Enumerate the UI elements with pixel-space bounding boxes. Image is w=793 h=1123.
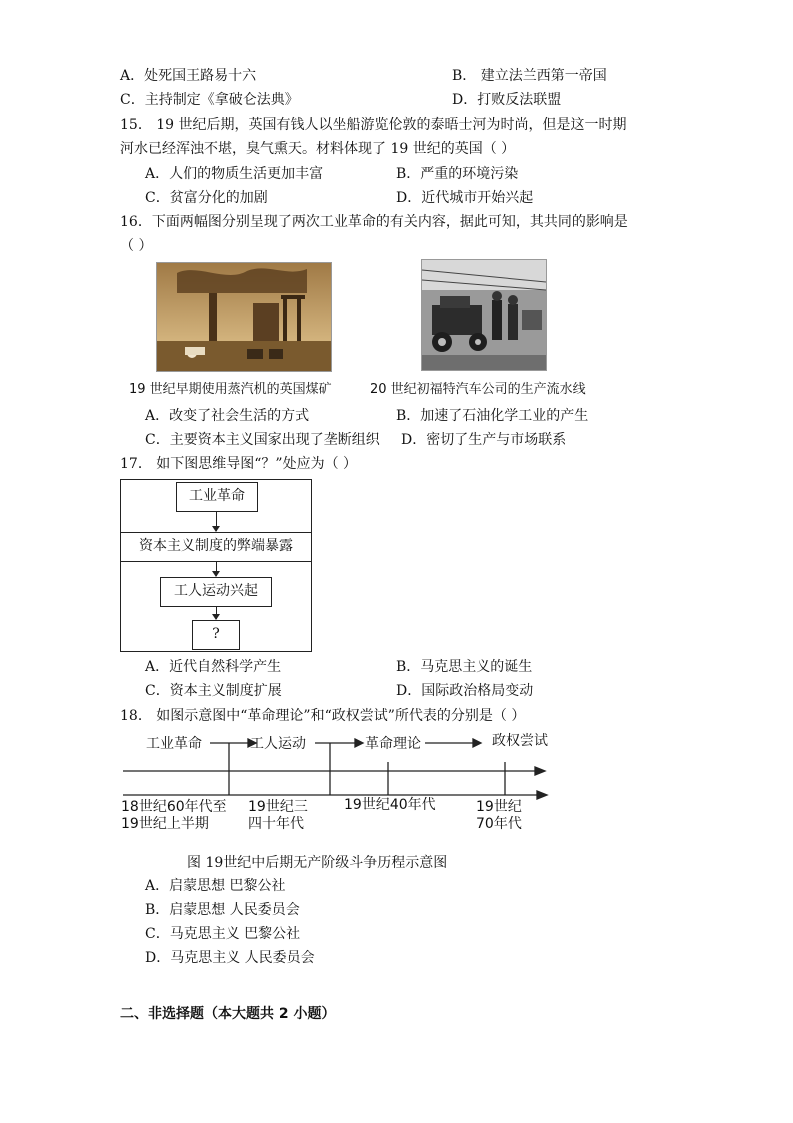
q15-option-b: B．严重的环境污染	[396, 166, 519, 182]
mind-map-box-capitalism-flaws: 资本主义制度的弊端暴露	[120, 532, 312, 562]
q17-option-c: C．资本主义制度扩展	[145, 683, 282, 699]
mind-map-box-industrial-revolution: 工业革命	[176, 482, 258, 512]
q17-option-d: D．国际政治格局变动	[396, 683, 534, 699]
mind-map-box-question: ?	[192, 620, 240, 650]
q18-option-b: B．启蒙思想 人民委员会	[145, 902, 300, 918]
q18-option-a: A．启蒙思想 巴黎公社	[145, 878, 286, 894]
q15-option-d: D．近代城市开始兴起	[396, 190, 534, 206]
section-2-heading: 二、非选择题（本大题共 2 小题）	[120, 1006, 336, 1022]
q16-stem-line1: 16．下面两幅图分别呈现了两次工业革命的有关内容，据此可知，其共同的影响是	[120, 214, 628, 230]
q18-option-d: D．马克思主义 人民委员会	[145, 950, 315, 966]
q18-stem: 18． 如图示意图中“革命理论”和“政权尝试”所代表的分别是（ ）	[120, 708, 526, 724]
q18-option-c: C．马克思主义 巴黎公社	[145, 926, 301, 942]
q16-option-b: B．加速了石油化学工业的产生	[396, 408, 589, 424]
q17-stem: 17． 如下图思维导图“？”处应为（ ）	[120, 456, 358, 472]
q16-option-c: C．主要资本主义国家出现了垄断组织	[145, 432, 380, 448]
timeline-label-regime-attempt: 政权尝试	[492, 733, 548, 749]
timeline-period-2-line1: 19世纪三	[248, 799, 308, 815]
q15-option-c: C．贫富分化的加剧	[145, 190, 268, 206]
q15-option-a: A．人们的物质生活更加丰富	[145, 166, 324, 182]
timeline-label-workers-movement: 工人运动	[250, 736, 306, 752]
q14-option-b: B． 建立法兰西第一帝国	[452, 68, 607, 84]
q17-option-a: A．近代自然科学产生	[145, 659, 282, 675]
q15-stem-line1: 15． 19 世纪后期，英国有钱人以坐船游览伦敦的泰晤士河为时尚，但是这一时期	[120, 117, 627, 133]
timeline-period-3: 19世纪40年代	[344, 797, 436, 813]
q15-stem-line2: 河水已经浑浊不堪，臭气熏天。材料体现了 19 世纪的英国（ ）	[120, 141, 516, 157]
q14-option-c: C．主持制定《拿破仑法典》	[120, 92, 299, 108]
timeline-period-1-line2: 19世纪上半期	[121, 816, 209, 832]
timeline-period-4-line1: 19世纪	[476, 799, 522, 815]
timeline-period-1-line1: 18世纪60年代至	[121, 799, 227, 815]
q14-option-a: A．处死国王路易十六	[120, 68, 257, 84]
q16-option-a: A．改变了社会生活的方式	[145, 408, 310, 424]
timeline-period-4-line2: 70年代	[476, 816, 522, 832]
picture2-caption: 20 世纪初福特汽车公司的生产流水线	[370, 382, 586, 397]
q17-option-b: B．马克思主义的诞生	[396, 659, 533, 675]
timeline-label-revolution-theory: 革命理论	[365, 736, 421, 752]
timeline-period-2-line2: 四十年代	[248, 816, 304, 832]
picture1-caption: 19 世纪早期使用蒸汽机的英国煤矿	[129, 382, 332, 397]
timeline-label-industrial-revolution: 工业革命	[146, 736, 202, 752]
q16-stem-line2: （ ）	[120, 238, 153, 254]
timeline-caption: 图 19世纪中后期无产阶级斗争历程示意图	[187, 855, 448, 871]
q14-option-d: D．打败反法联盟	[452, 92, 562, 108]
mind-map-box-workers-movement: 工人运动兴起	[160, 577, 272, 607]
q16-option-d: D．密切了生产与市场联系	[401, 432, 567, 448]
